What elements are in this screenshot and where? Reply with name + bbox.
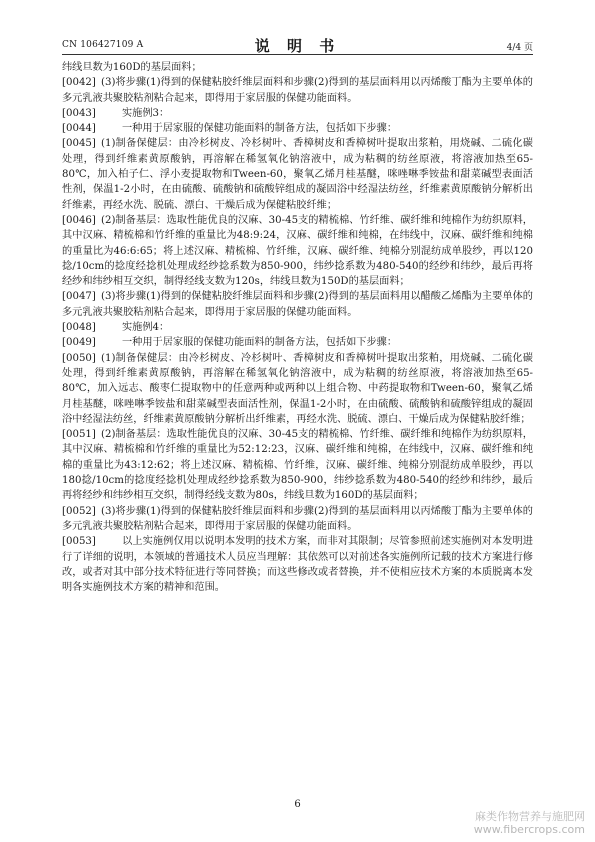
paragraph-text: 一种用于居家服的保健功能面料的制备方法，包括如下步骤： — [122, 337, 398, 349]
paragraph-text: 纬线旦数为160D的基层面料； — [62, 62, 202, 73]
paragraph-text: (2)制备基层：选取性能优良的汉麻、30-45支的精梳棉、竹纤维、碳纤维和纯棉作为纺织原料，其中汉麻、精梳棉和竹纤维的重量比为52:12:23，汉麻、碳纤维和纯棉，在纬线中，汉麻、碳纤维和纯棉的重量比为43:12:62；将上述汉麻、精梳棉、竹纤维，汉麻、碳纤维、纯棉分别混纺成单股纱，再以180捻/10cm的捻度经捻机处理成经纱捻系数为850-900，纬纱捻系数为480-540的经纱和纬纱，最后再将经纱和纬纱相互交织，制得经线支数为80s，纬线旦数为160D的基层面料； — [62, 429, 533, 502]
paragraph — [62, 427, 533, 503]
paragraph — [62, 335, 533, 350]
paragraph-number: [0044] — [62, 123, 96, 135]
paragraph-number: [0045] — [62, 138, 96, 150]
publication-number: CN 106427109 A — [62, 40, 144, 50]
paragraph-number: [0050] — [62, 352, 96, 364]
header-divider — [62, 54, 533, 55]
paragraph — [62, 320, 533, 335]
paragraph-number: [0043] — [62, 107, 96, 119]
paragraph-number: [0049] — [62, 337, 96, 349]
paragraph-text: (1)制备保健层：由冷杉树皮、冷杉树叶、香樟树皮和香樟树叶提取出浆粕，用烧碱、二硫化碳处理，得到纤维素黄原酸钠，再溶解在稀氢氧化钠溶液中，成为粘稠的纺丝原液，将溶液加热至65-80℃，加入远志、酸枣仁提取物中的任意两种或两种以上组合物、中药提取物和Tween-60，聚氧乙烯月桂基醚，咪唑啉季铵盐和甜菜碱型表面活性剂，保温1-2小时，在由硫酸、硫酸钠和硫酸锌组成的凝固浴中经湿法纺丝，纤维素黄原酸钠分解析出纤维素，再经水洗、脱硫、漂白、干燥后成为保健粘胶纤维； — [62, 352, 533, 425]
watermark-title: 麻类作物营养与施肥网 — [475, 810, 585, 823]
paragraph — [62, 213, 533, 289]
paragraph-text: 实施例4： — [122, 322, 170, 334]
paragraph-number: [0048] — [62, 322, 96, 334]
paragraph-text: 以上实施例仅用以说明本发明的技术方案，而非对其限制；尽管参照前述实施例对本发明进行了详细的说明，本领域的普通技术人员应当理解：其依然可以对前述各实施例所记载的技术方案进行修改，或者对其中部分技术特征进行等同替换；而这些修改或者替换，并不使相应技术方案的本质脱离本发明各实施例技术方案的精神和范围。 — [62, 536, 533, 594]
paragraph — [62, 106, 533, 121]
paragraph-continuation — [62, 60, 533, 75]
watermark — [474, 810, 585, 836]
paragraph-text: (3)将步骤(1)得到的保健粘胶纤维层面料和步骤(2)得到的基层面料用以丙烯酸丁酯为主要单体的多元乳液共聚胶粘剂粘合起来，即得用于家居服的保健功能面料。 — [62, 77, 533, 104]
paragraph-number: [0053] — [62, 536, 96, 548]
paragraph — [62, 121, 533, 136]
paragraph-text: (3)将步骤(1)得到的保健粘胶纤维层面料和步骤(2)得到的基层面料用以丙烯酸丁酯为主要单体的多元乳液共聚胶粘剂粘合起来，即得用于家居服的保健功能面料。 — [62, 505, 533, 532]
page-number: 6 — [294, 799, 301, 810]
paragraph — [62, 75, 533, 106]
paragraph — [62, 136, 533, 212]
paragraph-number: [0051] — [62, 429, 96, 441]
paragraph — [62, 504, 533, 535]
paragraph — [62, 289, 533, 320]
watermark-url: www.fibercrops.com — [473, 823, 585, 836]
paragraph-number: [0052] — [62, 505, 96, 517]
paragraph-text: 实施例3： — [122, 107, 170, 119]
paragraph — [62, 534, 533, 595]
paragraph-text: (3)将步骤(1)得到的保健粘胶纤维层面料和步骤(2)得到的基层面料用以醋酸乙烯酯为主要单体的多元乳液共聚胶粘剂粘合起来，即得用于家居服的保健功能面料。 — [62, 291, 533, 318]
paragraph-text: (2)制备基层：选取性能优良的汉麻、30-45支的精梳棉、竹纤维、碳纤维和纯棉作为纺织原料，其中汉麻、精梳棉和竹纤维的重量比为48:9:24，汉麻、碳纤维和纯棉，在纬线中，汉麻、碳纤维和纯棉的重量比为46:6:65；将上述汉麻、精梳棉、竹纤维，汉麻、碳纤维、纯棉分别混纺成单股纱，再以120捻/10cm的捻度经捻机处理成经纱捻系数为850-900，纬纱捻系数为480-540的经纱和纬纱，最后再将经纱和纬纱相互交织，制得经线支数为120s，纬线旦数为150D的基层面料； — [62, 214, 533, 288]
paragraph-number: [0046] — [62, 214, 96, 226]
page-indicator: 4/4 页 — [506, 43, 533, 53]
paragraph — [62, 351, 533, 427]
paragraph-text: (1)制备保健层：由冷杉树皮、冷杉树叶、香樟树皮和香樟树叶提取出浆粕，用烧碱、二硫化碳处理，得到纤维素黄原酸钠，再溶解在稀氢氧化钠溶液中，成为粘稠的纺丝原液，将溶液加热至65-80℃，加入柏子仁、浮小麦提取物和Tween-60，聚氧乙烯月桂基醚，咪唑啉季铵盐和甜菜碱型表面活性剂，保温1-2小时，在由硫酸、硫酸钠和硫酸锌组成的凝固浴中经湿法纺丝，纤维素黄原酸钠分解析出纤维素，再经水洗、脱硫、漂白、干燥后成为保健粘胶纤维； — [62, 138, 533, 211]
paragraph-number: [0042] — [62, 77, 96, 89]
document-body — [62, 60, 533, 595]
document-title: 说 明 书 — [254, 37, 341, 55]
paragraph-number: [0047] — [62, 291, 96, 303]
paragraph-text: 一种用于居家服的保健功能面料的制备方法，包括如下步骤： — [122, 123, 398, 135]
